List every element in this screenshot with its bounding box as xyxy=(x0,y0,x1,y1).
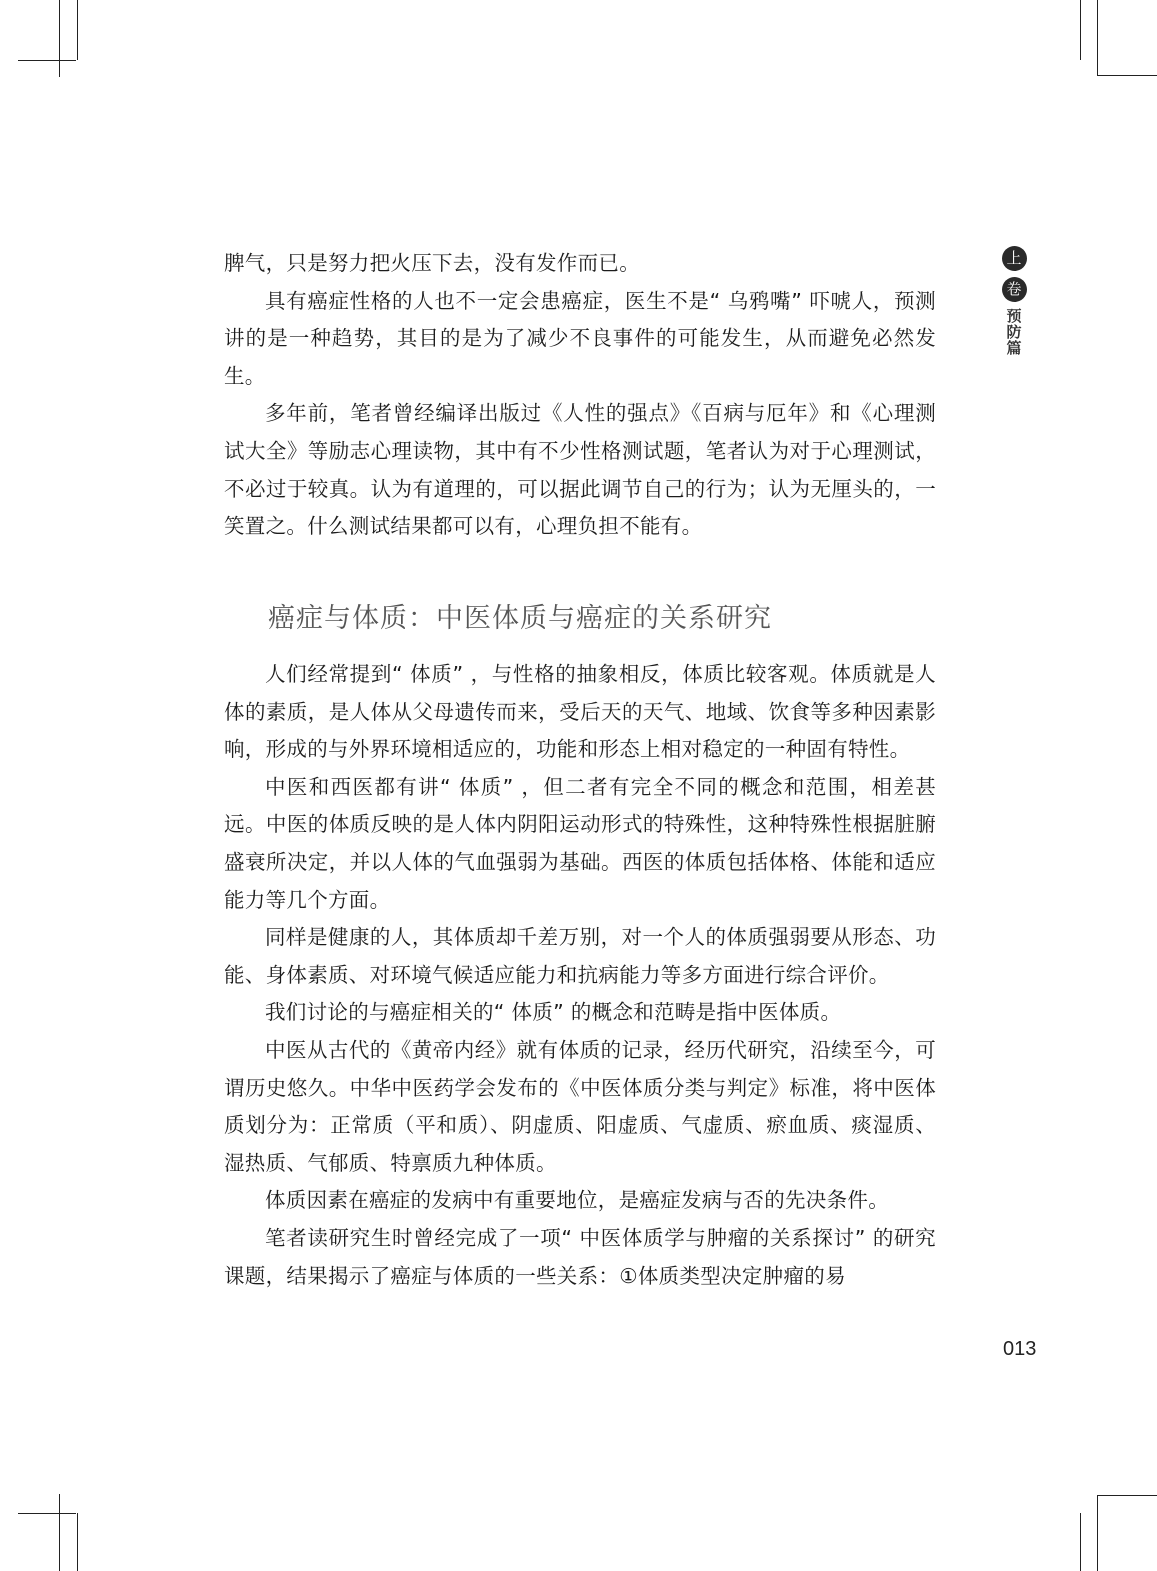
paragraph: 体质因素在癌症的发病中有重要地位，是癌症发病与否的先决条件。 xyxy=(265,1188,889,1213)
crop-mark-top-right-h xyxy=(1097,75,1157,76)
paragraph: 中医和西医都有讲“ 体质” ，但二者有完全不同的概念和范围，相差甚远。中医的体质反映的是人体内阴阳运动形式的特殊性，这种特殊性根据脏腑盛衰所决定，并以人体的气血强弱为基础。西医的体质包括体格、体能和适应能力等几个方面。 xyxy=(224,774,936,912)
text-block-2 xyxy=(224,656,936,1295)
paragraph: 人们经常提到“ 体质” ，与性格的抽象相反，体质比较客观。体质就是人体的素质，是人体从父母遗传而来，受后天的天气、地域、饮食等多种因素影响，形成的与外界环境相适应的，功能和形态上相对稳定的一种固有特性。 xyxy=(224,662,936,762)
paragraph: 中医从古代的《黄帝内经》就有体质的记录，经历代研究，沿续至今，可谓历史悠久。中华中医药学会发布的《中医体质分类与判定》标准，将中医体质划分为：正常质（平和质）、阴虚质、阳虚质、气虚质、瘀血质、痰湿质、湿热质、气郁质、特禀质九种体质。 xyxy=(224,1037,936,1175)
crop-mark-top-left-v2 xyxy=(77,0,78,60)
paragraph: 具有癌症性格的人也不一定会患癌症，医生不是“ 乌鸦嘴” 吓唬人，预测讲的是一种趋势，其目的是为了减少不良事件的可能发生，从而避免必然发生。 xyxy=(224,288,936,388)
section-title: 癌症与体质：中医体质与癌症的关系研究 xyxy=(268,603,772,634)
crop-mark-bottom-left-v2 xyxy=(77,1513,78,1571)
crop-mark-bottom-right-v1 xyxy=(1080,1513,1081,1571)
crop-mark-top-right-v2 xyxy=(1097,0,1098,75)
crop-mark-bottom-left-v1 xyxy=(59,1494,60,1571)
crop-mark-bottom-left-h xyxy=(18,1513,76,1514)
paragraph: 脾气，只是努力把火压下去，没有发作而已。 xyxy=(224,251,640,275)
section-label: 预防篇 xyxy=(1004,308,1023,356)
paragraph: 笔者读研究生时曾经完成了一项“ 中医体质学与肿瘤的关系探讨” 的研究课题，结果揭示了癌症与体质的一些关系：①体质类型决定肿瘤的易 xyxy=(224,1225,936,1288)
paragraph: 多年前，笔者曾经编译出版过《人性的强点》《百病与厄年》和《心理测试大全》等励志心理读物，其中有不少性格测试题，笔者认为对于心理测试，不必过于较真。认为有道理的，可以据此调节自己的行为；认为无厘头的，一笑置之。什么测试结果都可以有，心理负担不能有。 xyxy=(224,401,936,539)
paragraph: 我们讨论的与癌症相关的“ 体质” 的概念和范畴是指中医体质。 xyxy=(265,1000,842,1025)
crop-mark-bottom-right-h xyxy=(1097,1495,1157,1496)
volume-circle-2: 卷 xyxy=(1002,277,1027,302)
crop-mark-top-right-v1 xyxy=(1080,0,1081,60)
volume-circle-1: 上 xyxy=(1002,246,1027,271)
crop-mark-bottom-right-v2 xyxy=(1097,1495,1098,1571)
text-block-1 xyxy=(224,245,936,546)
crop-mark-top-left-h xyxy=(18,60,76,61)
page-number: 013 xyxy=(1003,1338,1037,1360)
paragraph: 同样是健康的人，其体质却千差万别，对一个人的体质强弱要从形态、功能、身体素质、对环境气候适应能力和抗病能力等多方面进行综合评价。 xyxy=(224,925,936,987)
crop-mark-top-left-v1 xyxy=(59,0,60,77)
volume-side-tab xyxy=(1000,246,1028,356)
